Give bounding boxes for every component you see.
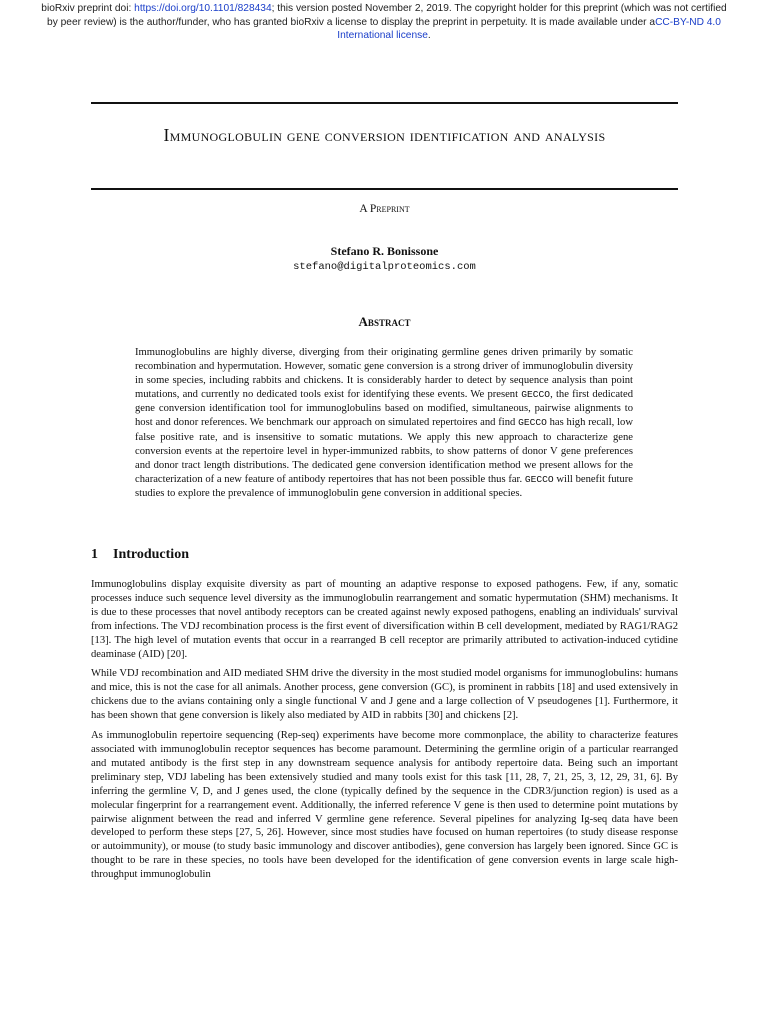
tool-name: GECCO bbox=[518, 417, 547, 429]
section-number: 1 bbox=[91, 547, 98, 562]
title-bottom-rule bbox=[91, 188, 678, 190]
notice-prefix: bioRxiv preprint doi: bbox=[41, 3, 135, 14]
introduction-body bbox=[91, 578, 678, 888]
abstract-text: Immunoglobulins are highly diverse, diverging from their originating germline genes driven primarily by somatic recombination and hypermutation. However, somatic gene conversion is a strong driver of immunoglobulin diversity in some species, including rabbits and chickens. It is considerably harder to detect by sequence analysis than point mutations, and currently no dedicated tools exist for identifying these events. We present GECCO, the first dedicated gene conversion identification tool for immunoglobulins based on modified, simultaneous, pairwise alignments to host and donor references. We benchmark our approach on simulated repertoires and find GECCO has high recall, low false positive rate, and is insensitive to somatic mutations. We apply this new approach to characterize gene conversion events at the repertoire level in hyper-immunized rabbits, to show patterns of donor V gene preferences and donor tract length distributions. The dedicated gene conversion identification method we present allows for the characterization of a new feature of antibody repertoires that has not been possible thus far. GECCO will benefit future studies to explore the prevalence of immunoglobulin gene conversion in additional species. bbox=[135, 347, 633, 499]
section-title: Introduction bbox=[113, 547, 189, 562]
biorxiv-preprint-notice bbox=[40, 2, 728, 43]
author-name: Stefano R. Bonissone bbox=[330, 244, 439, 258]
tool-name: GECCO bbox=[524, 473, 554, 485]
paragraph: While VDJ recombination and AID mediated SHM drive the diversity in the most studied model organisms for immunoglobulins: humans and mice, this is not the case for all animals. Another process, gene conversion (GC), is prominent in rabbits [18] and used extensively in chickens due to the avians containing only a single functional V and J gene and a large collection of V pseudogenes [1]. Furthermore, it has been shown that gene conversion is likely also mediated by AID in rabbits [30] and chickens [2]. bbox=[91, 668, 678, 722]
abstract-heading: Abstract bbox=[358, 314, 411, 329]
paragraph: Immunoglobulins display exquisite diversity as part of mounting an adaptive response to exposed pathogens. Few, if any, somatic processes induce such sequence level diversity as the immunoglobulin rearrangement and somatic hypermutation (SHM) mechanisms. It is due to these processes that novel antibody receptors can be created against newly exposed pathogens, enabling an individuals' survival from infections. The VDJ recombination process is the first event of diversification within B cell development, mediated by RAG1/RAG2 [13]. The high level of mutation events that occur in a rearranged B cell receptor are primarily attributed to activation-induced cytidine deaminase (AID) [20]. bbox=[91, 579, 678, 660]
tool-name: GECCO bbox=[521, 389, 551, 401]
notice-text: ; this version posted November 2, 2019. The copyright holder for this preprint (which was not certified by peer review) is the author/funder, who has granted bioRxiv a license to display the preprint in perpetuity. It is made available under a bbox=[47, 3, 727, 28]
title-top-rule bbox=[91, 102, 678, 104]
license-link[interactable]: CC-BY-ND 4.0 International license bbox=[337, 16, 721, 41]
preprint-label: A Preprint bbox=[359, 203, 410, 215]
paper-title: Immunoglobulin gene conversion identification and analysis bbox=[163, 125, 606, 145]
author-email[interactable]: stefano@digitalproteomics.com bbox=[293, 261, 476, 273]
paragraph: As immunoglobulin repertoire sequencing (Rep-seq) experiments have become more commonplace, the ability to characterize features associated with immunoglobulin receptor sequences has become paramount. Determining the germline origin of a particular rearranged and mutated antibody is the first step in any downstream sequence analysis for antibody repertoire data. Being such an important preliminary step, VDJ labeling has been extensively studied and many tools exist for this task [11, 28, 7, 21, 25, 3, 12, 29, 31, 6]. By inferring the germline V, D, and J genes used, the clone (typically defined by the sequence in the CDR3/junction region) is used as a molecular fingerprint for a rearrangement event. Additionally, the inferred reference V gene is then used to determine point mutations by pairwise alignment between the read and inferred V germline gene reference. Several pipelines for analyzing Ig-seq data have been developed to perform these steps [27, 5, 26]. However, since most studies have focused on human repertoires (to study disease response or autoimmunity), or mouse (to study basic immunology and discover antibodies), gene conversion has largely been ignored. Since GC is thought to be rare in these species, no tools have been developed for the identification of gene conversion events in large scale high-throughput immunoglobulin bbox=[91, 730, 678, 881]
notice-suffix: . bbox=[427, 30, 431, 41]
doi-link[interactable]: https://doi.org/10.1101/828434 bbox=[134, 3, 272, 14]
section-heading-introduction bbox=[91, 547, 678, 563]
